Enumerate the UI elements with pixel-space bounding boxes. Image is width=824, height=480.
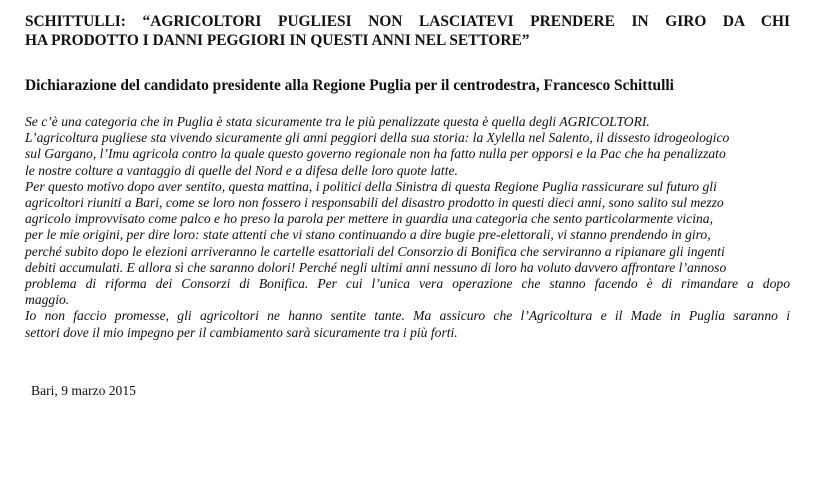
title-line: SCHITTULLI: “AGRICOLTORI PUGLIESI NON LASCIATEVI PRENDERE IN GIRO DA CHI bbox=[25, 13, 790, 30]
body-line: agricolo improvvisato come palco e ho preso la parola per mettere in guardia una categoria che sento particolarmente vicina, bbox=[25, 211, 713, 227]
body-line: L’agricoltura pugliese sta vivendo sicuramente gli anni peggiori della sua storia: la Xylella nel Salento, il dissesto idrogeologico bbox=[25, 130, 730, 146]
body-line: problema di riforma dei Consorzi di Bonifica. Per cui l’unica vera operazione che stanno facendo è di rimandare a dopo bbox=[25, 276, 790, 292]
title-line: HA PRODOTTO I DANNI PEGGIORI IN QUESTI ANNI NEL SETTORE” bbox=[25, 32, 530, 49]
press-release-subtitle: Dichiarazione del candidato presidente alla Regione Puglia per il centrodestra, Francesco Schittulli bbox=[25, 77, 674, 94]
body-line: settori dove il mio impegno per il cambiamento sarà sicuramente tra i più forti. bbox=[25, 324, 458, 340]
body-line: Io non faccio promesse, gli agricoltori ne hanno sentite tante. Ma assicuro che l’Agricoltura e il Made in Puglia saranno i bbox=[25, 308, 790, 324]
body-line: agricoltori riuniti a Bari, come se loro non fossero i responsabili del disastro prodotto in questi dieci anni, sono salito sul mezzo bbox=[25, 195, 724, 211]
body-line: debiti accumulati. E allora sì che saranno dolori! Perché negli ultimi anni nessuno di loro ha voluto davvero affrontare l’annoso bbox=[25, 259, 727, 275]
body-line: sul Gargano, l’Imu agricola contro la quale questo governo regionale non ha fatto nulla per opporsi e la Pac che ha penalizzato bbox=[25, 146, 726, 162]
date-line: Bari, 9 marzo 2015 bbox=[31, 383, 136, 398]
body-line: le nostre colture a vantaggio di quelle del Nord e a difesa delle loro quote latte. bbox=[25, 162, 458, 178]
press-release-title bbox=[25, 12, 790, 50]
body-line: per le mie origini, per dire loro: state attenti che vi stano continuando a dire bugie pre-elettorali, vi stanno prendendo in giro, bbox=[25, 227, 711, 243]
body-line: perché subito dopo le elezioni arriveranno le cartelle esattoriali del Consorzio di Bonifica che serviranno a ripianare gli ingenti bbox=[25, 243, 725, 259]
body-line: Se c’è una categoria che in Puglia è stata sicuramente tra le più penalizzate questa è quella degli AGRICOLTORI. bbox=[25, 114, 650, 129]
body-line: maggio. bbox=[25, 292, 70, 308]
press-release-body bbox=[25, 114, 790, 341]
body-line: Per questo motivo dopo aver sentito, questa mattina, i politici della Sinistra di questa Regione Puglia rassicurare sul futuro gli bbox=[25, 178, 717, 194]
